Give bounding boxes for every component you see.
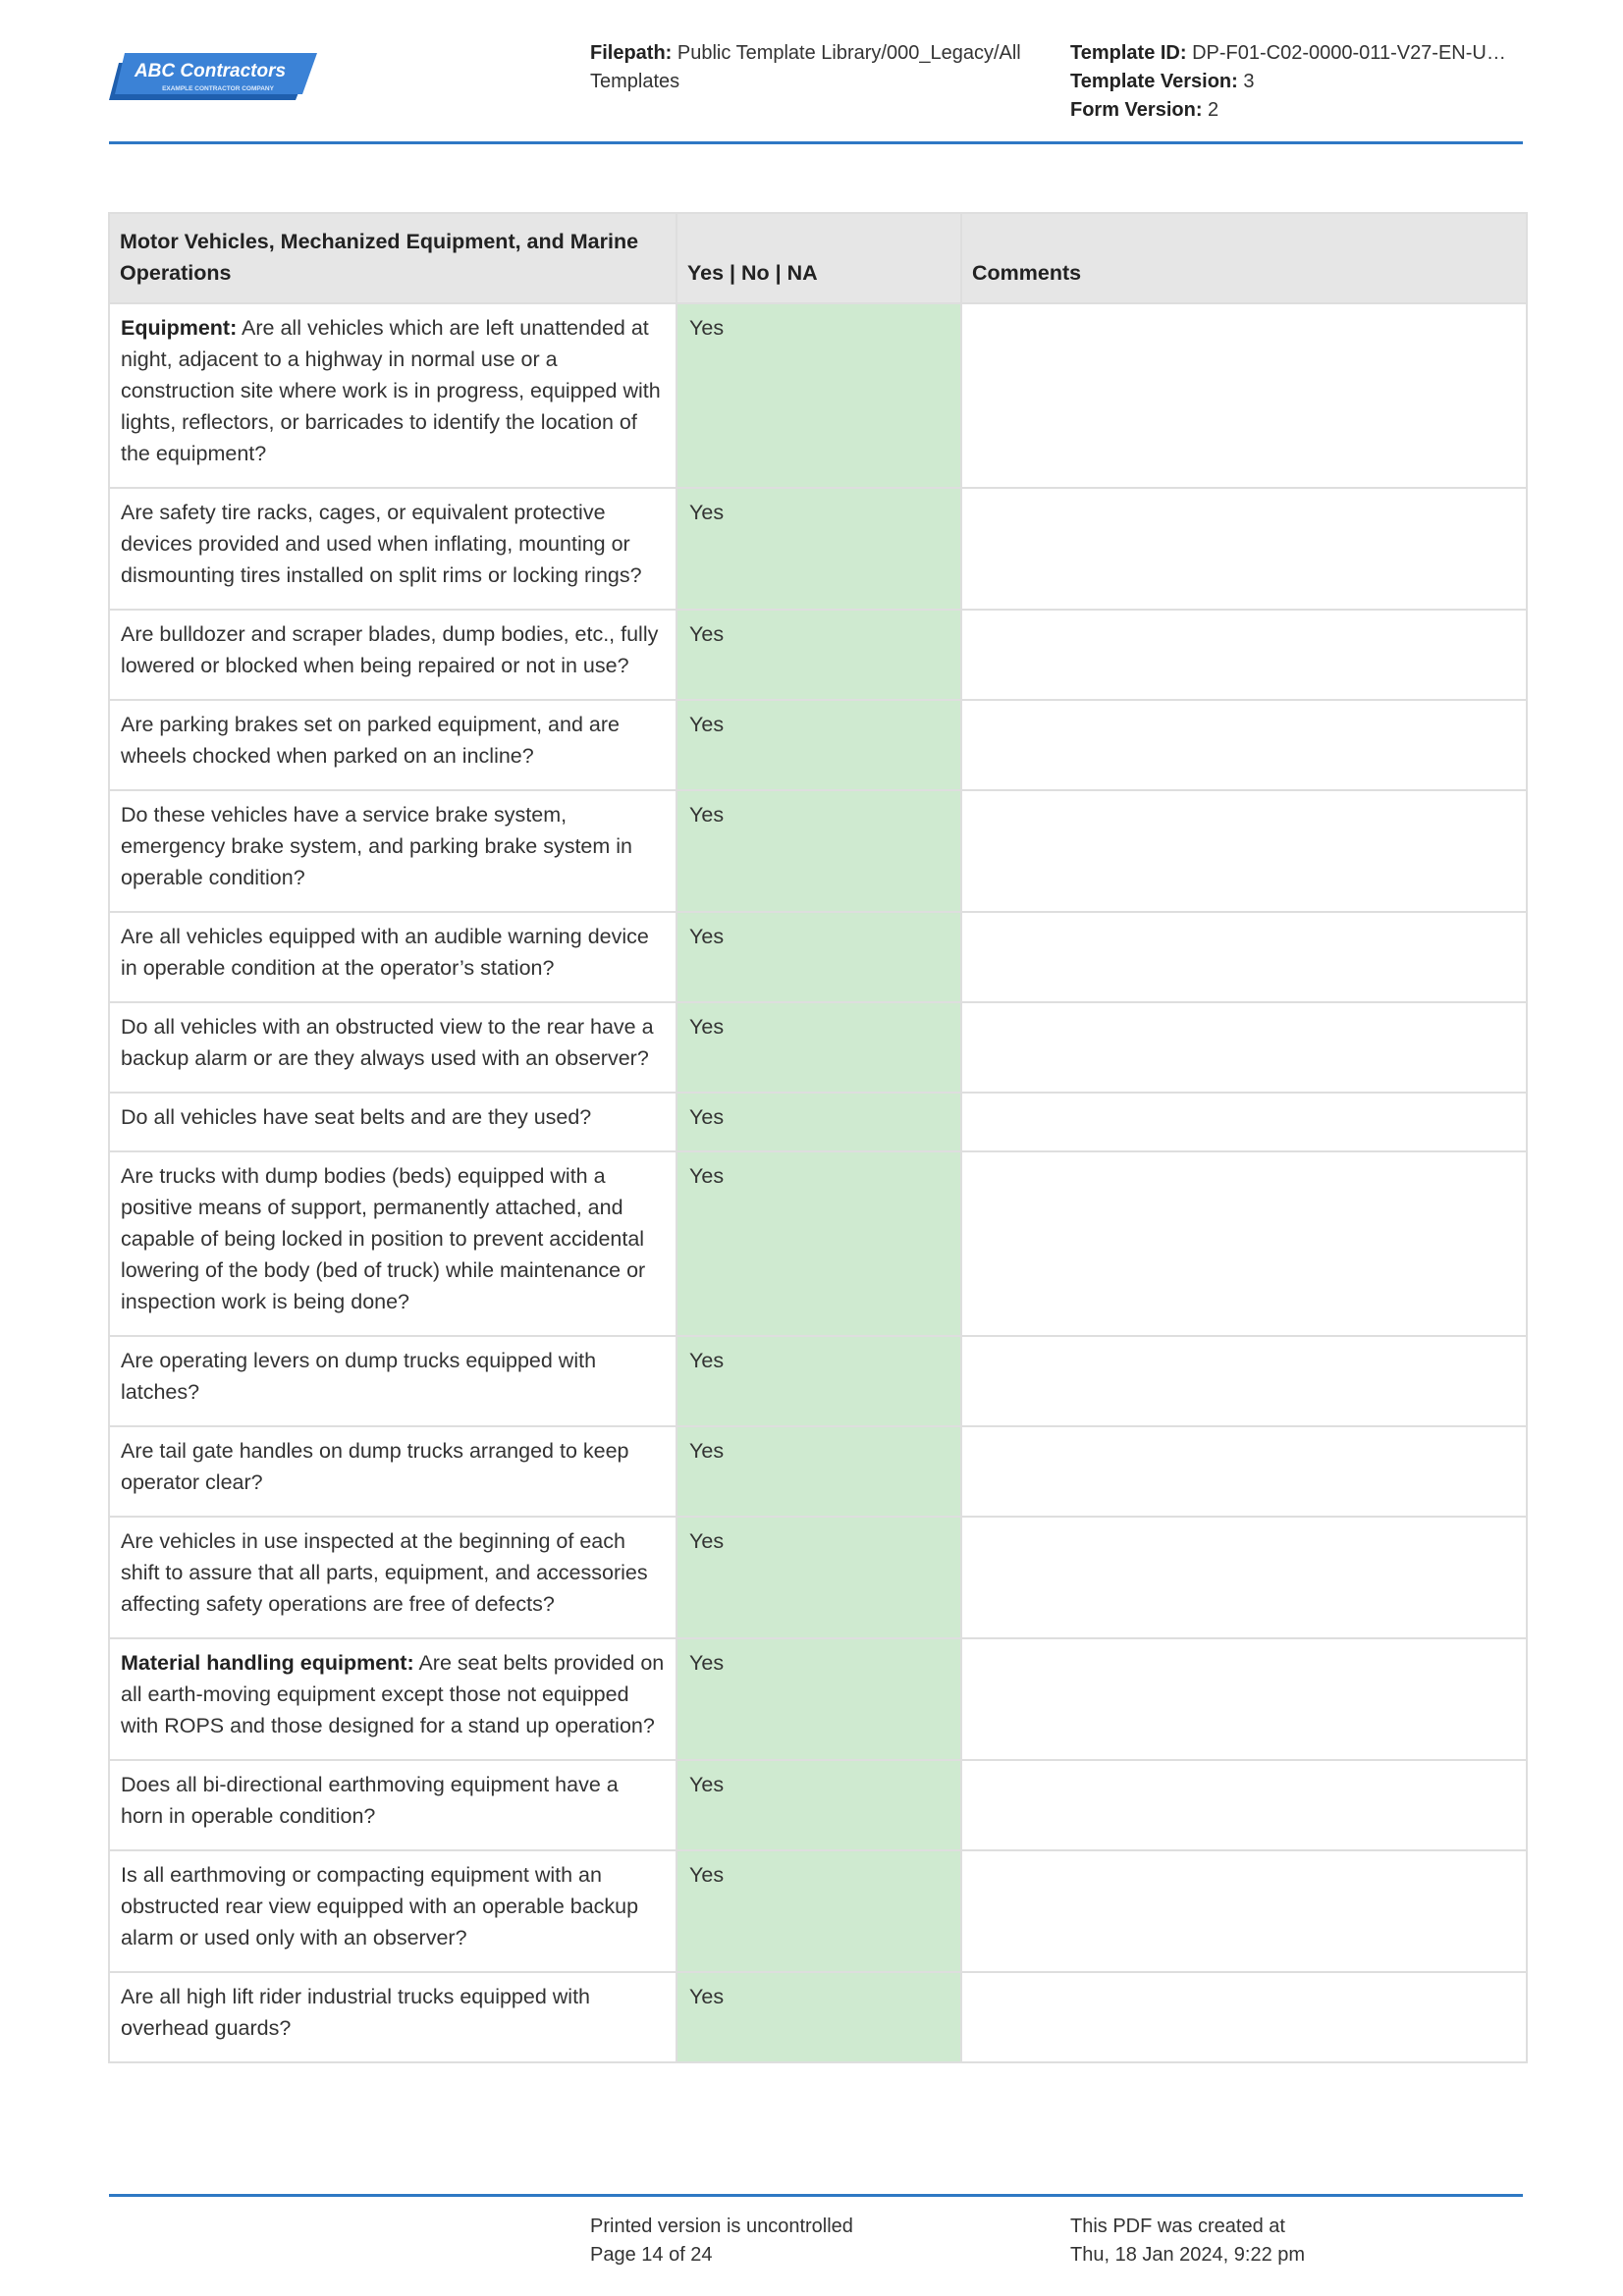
comment-cell xyxy=(961,912,1527,1002)
answer-cell: Yes xyxy=(676,1972,961,2062)
table-row xyxy=(109,1850,1527,1972)
answer-cell: Yes xyxy=(676,488,961,610)
question-text: Are all high lift rider industrial trucks equipped with overhead guards? xyxy=(121,1985,591,2040)
question-cell xyxy=(109,912,676,1002)
question-text: Are seat belts provided on all earth-moving equipment except those not equipped with ROPS and those designed for a stand up operation? xyxy=(121,1651,665,1737)
comment-cell xyxy=(961,303,1527,488)
table-body xyxy=(109,303,1527,2062)
table-row xyxy=(109,700,1527,790)
template-id-line xyxy=(1070,39,1534,68)
uncontrolled-notice: Printed version is uncontrolled xyxy=(590,2216,853,2237)
column-header-answer: Yes | No | NA xyxy=(676,213,961,303)
comment-cell xyxy=(961,488,1527,610)
form-version-label: Form Version: xyxy=(1070,99,1203,121)
template-id-value: DP-F01-C02-0000-011-V27-EN-U… xyxy=(1192,42,1506,64)
template-id-label: Template ID: xyxy=(1070,42,1187,64)
table-row xyxy=(109,303,1527,488)
answer-cell: Yes xyxy=(676,790,961,912)
comment-cell xyxy=(961,1336,1527,1426)
table-row xyxy=(109,1002,1527,1093)
question-cell xyxy=(109,610,676,700)
comment-cell xyxy=(961,1002,1527,1093)
answer-cell: Yes xyxy=(676,1638,961,1760)
question-cell xyxy=(109,1002,676,1093)
question-text: Are all vehicles equipped with an audible warning device in operable condition at the operator’s station? xyxy=(121,925,649,980)
question-cell xyxy=(109,1850,676,1972)
form-version-value: 2 xyxy=(1208,99,1219,121)
comment-cell xyxy=(961,1426,1527,1517)
question-text: Do these vehicles have a service brake system, emergency brake system, and parking brake system in operable condition? xyxy=(121,803,633,889)
question-text: Do all vehicles have seat belts and are they used? xyxy=(121,1105,592,1129)
table-row xyxy=(109,1093,1527,1151)
column-header-question: Motor Vehicles, Mechanized Equipment, and Marine Operations xyxy=(109,213,676,303)
table-header-row xyxy=(109,213,1527,303)
footer-left xyxy=(590,2213,1042,2269)
answer-cell: Yes xyxy=(676,700,961,790)
question-cell xyxy=(109,790,676,912)
table-row xyxy=(109,790,1527,912)
table-row xyxy=(109,1972,1527,2062)
table-row xyxy=(109,1336,1527,1426)
created-label: This PDF was created at xyxy=(1070,2216,1285,2237)
question-cell xyxy=(109,1638,676,1760)
template-version-value: 3 xyxy=(1243,71,1255,92)
table-row xyxy=(109,1760,1527,1850)
question-text: Are bulldozer and scraper blades, dump bodies, etc., fully lowered or blocked when being repaired or not in use? xyxy=(121,622,659,677)
page-number: Page 14 of 24 xyxy=(590,2244,713,2266)
question-cell xyxy=(109,1093,676,1151)
question-text: Are vehicles in use inspected at the beginning of each shift to assure that all parts, equipment, and accessories affecting safety operations are free of defects? xyxy=(121,1529,648,1616)
answer-cell: Yes xyxy=(676,1517,961,1638)
question-section-label: Equipment: xyxy=(121,316,238,340)
question-text: Do all vehicles with an obstructed view to the rear have a backup alarm or are they always used with an observer? xyxy=(121,1015,654,1070)
question-text: Are all vehicles which are left unattended at night, adjacent to a highway in normal use or a construction site where work is in progress, equipped with lights, reflectors, or barricades to identify the location of the equipment? xyxy=(121,316,661,465)
svg-text:ABC Contractors: ABC Contractors xyxy=(134,61,287,81)
comment-cell xyxy=(961,1972,1527,2062)
filepath-block xyxy=(590,39,1042,96)
answer-cell: Yes xyxy=(676,1850,961,1972)
template-version-label: Template Version: xyxy=(1070,71,1238,92)
answer-cell: Yes xyxy=(676,1426,961,1517)
column-header-comments: Comments xyxy=(961,213,1527,303)
comment-cell xyxy=(961,1517,1527,1638)
answer-cell: Yes xyxy=(676,1151,961,1336)
answer-cell: Yes xyxy=(676,610,961,700)
question-text: Are safety tire racks, cages, or equivalent protective devices provided and used when inflating, mounting or dismounting tires installed on split rims or locking rings? xyxy=(121,501,642,587)
page-footer xyxy=(109,2194,1523,2266)
table-row xyxy=(109,1517,1527,1638)
answer-cell: Yes xyxy=(676,1093,961,1151)
table-row xyxy=(109,1426,1527,1517)
table-row xyxy=(109,610,1527,700)
svg-text:EXAMPLE CONTRACTOR COMPANY: EXAMPLE CONTRACTOR COMPANY xyxy=(162,85,274,92)
template-version-line xyxy=(1070,68,1534,96)
question-text: Does all bi-directional earthmoving equipment have a horn in operable condition? xyxy=(121,1773,619,1828)
question-cell xyxy=(109,1972,676,2062)
table-row xyxy=(109,912,1527,1002)
answer-cell: Yes xyxy=(676,303,961,488)
question-cell xyxy=(109,1760,676,1850)
question-cell xyxy=(109,303,676,488)
comment-cell xyxy=(961,1638,1527,1760)
answer-cell: Yes xyxy=(676,912,961,1002)
question-cell xyxy=(109,1426,676,1517)
question-cell xyxy=(109,1336,676,1426)
question-cell xyxy=(109,1151,676,1336)
created-timestamp: Thu, 18 Jan 2024, 9:22 pm xyxy=(1070,2244,1306,2266)
answer-cell: Yes xyxy=(676,1002,961,1093)
comment-cell xyxy=(961,700,1527,790)
comment-cell xyxy=(961,1093,1527,1151)
comment-cell xyxy=(961,790,1527,912)
inspection-table xyxy=(108,212,1528,2063)
abc-contractors-logo xyxy=(109,51,317,112)
filepath-value: Public Template Library/000_Legacy/All Templates xyxy=(590,42,1021,92)
question-cell xyxy=(109,1517,676,1638)
form-version-line xyxy=(1070,96,1534,125)
comment-cell xyxy=(961,1151,1527,1336)
question-text: Are operating levers on dump trucks equipped with latches? xyxy=(121,1349,597,1404)
table-row xyxy=(109,488,1527,610)
answer-cell: Yes xyxy=(676,1760,961,1850)
comment-cell xyxy=(961,1760,1527,1850)
table-row xyxy=(109,1151,1527,1336)
comment-cell xyxy=(961,610,1527,700)
question-cell xyxy=(109,700,676,790)
question-text: Is all earthmoving or compacting equipment with an obstructed rear view equipped with an operable backup alarm or used only with an observer? xyxy=(121,1863,639,1949)
question-text: Are trucks with dump bodies (beds) equipped with a positive means of support, permanently attached, and capable of being locked in position to prevent accidental lowering of the body (bed of truck) while maintenance or inspection work is being done? xyxy=(121,1164,646,1313)
footer-right xyxy=(1070,2213,1534,2269)
answer-cell: Yes xyxy=(676,1336,961,1426)
page-header xyxy=(109,39,1523,144)
comment-cell xyxy=(961,1850,1527,1972)
question-text: Are parking brakes set on parked equipment, and are wheels chocked when parked on an incline? xyxy=(121,713,620,768)
table-row xyxy=(109,1638,1527,1760)
question-section-label: Material handling equipment: xyxy=(121,1651,414,1675)
question-cell xyxy=(109,488,676,610)
filepath-label: Filepath: xyxy=(590,42,673,64)
template-meta-block xyxy=(1070,39,1534,125)
question-text: Are tail gate handles on dump trucks arranged to keep operator clear? xyxy=(121,1439,629,1494)
